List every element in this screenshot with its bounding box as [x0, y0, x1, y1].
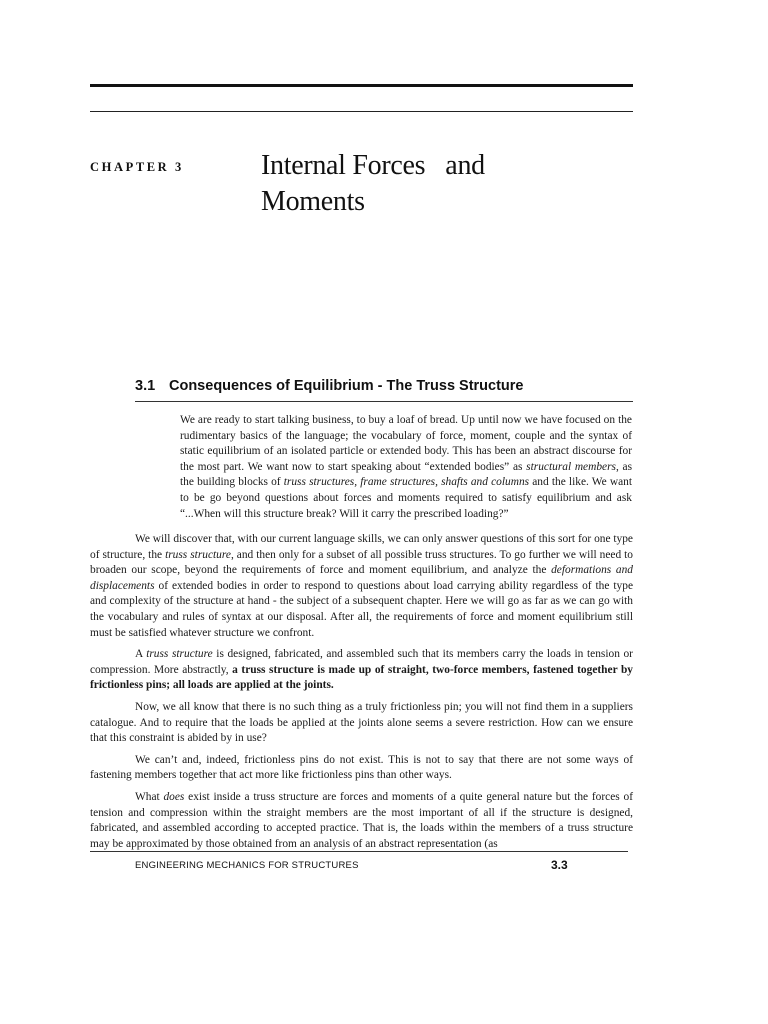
section-number: 3.1 [135, 378, 156, 394]
paragraph-text: What [135, 790, 164, 803]
paragraph-text: We will discover that, with our current language skills, we can only answer questions of this sort for one type of structure, the [90, 533, 633, 561]
chapter-title-line1: Internal Forces and [261, 150, 485, 181]
section-title: Consequences of Equilibrium - The Truss Structure [169, 378, 524, 394]
section-heading [135, 378, 524, 394]
paragraph-text: , and then only for a subset of all possible truss structures. To go further we will need to broaden our scope, beyond the requirements of force and moment equilibrium, and analyze the [90, 548, 633, 577]
paragraph-italic: deformations and displacements [90, 564, 633, 592]
header-rule-thin [90, 111, 633, 112]
paragraph-italic: truss structure [165, 548, 231, 561]
header-rule-thick [90, 84, 633, 87]
footer-rule [90, 851, 628, 852]
paragraph-1 [90, 532, 633, 641]
paragraph-4: We can’t and, indeed, frictionless pins do not exist. This is not to say that there are not some ways of fastening members together that act more like frictionless pins than other ways. [90, 753, 633, 782]
paragraph-3: Now, we all know that there is no such thing as a truly frictionless pin; you will not find them in a suppliers catalogue. And to require that the loads be applied at the joints alone seems a severe restriction. How can we ensure that this constraint is abided by in use? [90, 700, 633, 745]
paragraph-text: exist inside a truss structure are forces and moments of a quite general nature but the forces of tension and compression within the straight members are the most important of all if the structure is designed, fabricated, and assembled according to accepted practice. That is, the loads within the members of a truss structure may be approximated by those obtained from an analysis of an abstract representation (as [90, 790, 634, 850]
epigraph-text: , as the building blocks of [180, 460, 633, 489]
paragraph-5 [90, 790, 633, 852]
paragraph-italic: truss structure [146, 648, 213, 661]
section-rule [135, 401, 633, 402]
chapter-label: CHAPTER 3 [90, 160, 184, 174]
epigraph-text: and the like. We want to be go beyond questions about forces and moments required to satisfy equilibrium and ask “...When will this structure break? Will it carry the prescribed loading?” [180, 476, 632, 520]
epigraph-paragraph [180, 413, 632, 522]
epigraph-text: We are ready to start talking business, to buy a loaf of bread. Up until now we have focused on the rudimentary basics of the language; the vocabulary of force, moment, couple and the syntax of static equilibrium of an isolated particle or extended body. This has been an abstract discourse for the most part. We want now to start speaking about “extended bodies” as [180, 414, 632, 473]
footer-page-number: 3.3 [551, 858, 568, 872]
chapter-title [261, 148, 621, 220]
paragraph-italic: does [163, 790, 185, 803]
paragraph-text: of extended bodies in order to respond to questions about load carrying ability regardless of the type and complexity of the structure at hand - the subject of a subsequent chapter. Here we will go as far as we can go with the vocabulary and rules of syntax at our disposal. After all, the requirements of force and moment equilibrium still must be satisfied whatever structure we confront. [90, 579, 633, 639]
chapter-title-line2: Moments [261, 186, 365, 217]
epigraph [180, 413, 632, 522]
paragraph-text: A [135, 648, 147, 661]
epigraph-italic: structural members [526, 460, 616, 473]
paragraph-text: is designed, fabricated, and assembled such that its members carry the loads in tension or compression. More abstractly, [90, 648, 633, 676]
body-text [90, 532, 633, 858]
paragraph-bold: a truss structure is made up of straight, two-force members, fastened together by frictionless pins; all loads are applied at the joints. [90, 663, 634, 692]
paragraph-2 [90, 647, 633, 694]
footer-book-title: ENGINEERING MECHANICS FOR STRUCTURES [135, 860, 359, 871]
epigraph-italic: truss structures, frame structures, shafts and columns [283, 476, 530, 489]
